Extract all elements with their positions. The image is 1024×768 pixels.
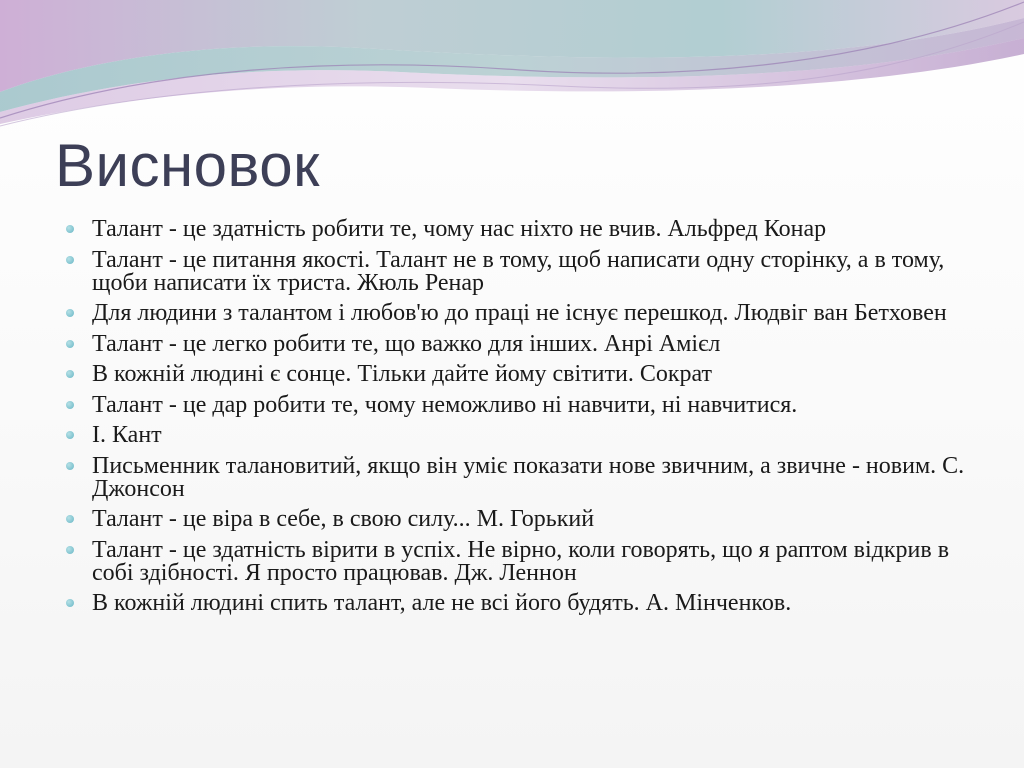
bullet-item — [92, 218, 972, 241]
bullet-text: Талант - це віра в себе, в свою силу... М. Горький — [92, 506, 595, 532]
bullet-dot-icon — [66, 401, 74, 409]
bullet-item — [92, 452, 972, 502]
decorative-swoosh-header — [0, 0, 1024, 130]
bullet-text: І. Кант — [92, 422, 162, 448]
bullet-dot-icon — [66, 256, 74, 264]
bullet-text: В кожній людині спить талант, але не всі його будять. А. Мінченков. — [92, 590, 792, 616]
bullet-text: Письменник талановитий, якщо він уміє показати нове звичним, а звичне - новим. С. Джонсон — [92, 452, 965, 502]
bullet-text: В кожній людині є сонце. Тільки дайте йому світити. Сократ — [92, 361, 713, 387]
bullet-list — [92, 218, 972, 623]
bullet-item — [92, 363, 972, 386]
bullet-item — [92, 246, 972, 296]
bullet-item — [92, 536, 972, 586]
slide-title: Висновок — [55, 132, 320, 199]
bullet-item — [92, 424, 972, 447]
bullet-item — [92, 302, 972, 325]
bullet-dot-icon — [66, 340, 74, 348]
bullet-text: Для людини з талантом і любов'ю до праці не існує перешкод. Людвіг ван Бетховен — [92, 300, 947, 326]
bullet-text: Талант - це питання якості. Талант не в тому, щоб написати одну сторінку, а в тому, щоби написати їх триста. Жюль Ренар — [92, 246, 945, 296]
bullet-text: Талант - це здатність вірити в успіх. Не вірно, коли говорять, що я раптом відкрив в собі здібності. Я просто працював. Дж. Леннон — [92, 536, 950, 586]
bullet-item — [92, 330, 972, 357]
bullet-dot-icon — [66, 309, 74, 317]
bullet-text: Талант - це легко робити те, що важко для інших. Анрі Амієл — [92, 330, 721, 357]
bullet-dot-icon — [66, 431, 74, 439]
bullet-text: Талант - це здатність робити те, чому нас ніхто не вчив. Альфред Конар — [92, 216, 827, 242]
bullet-item — [92, 592, 972, 615]
bullet-item — [92, 391, 972, 418]
bullet-dot-icon — [66, 225, 74, 233]
bullet-dot-icon — [66, 599, 74, 607]
bullet-item — [92, 508, 972, 531]
bullet-dot-icon — [66, 515, 74, 523]
bullet-dot-icon — [66, 546, 74, 554]
bullet-text: Талант - це дар робити те, чому неможливо ні навчити, ні навчитися. — [92, 391, 798, 418]
bullet-dot-icon — [66, 462, 74, 470]
bullet-dot-icon — [66, 370, 74, 378]
